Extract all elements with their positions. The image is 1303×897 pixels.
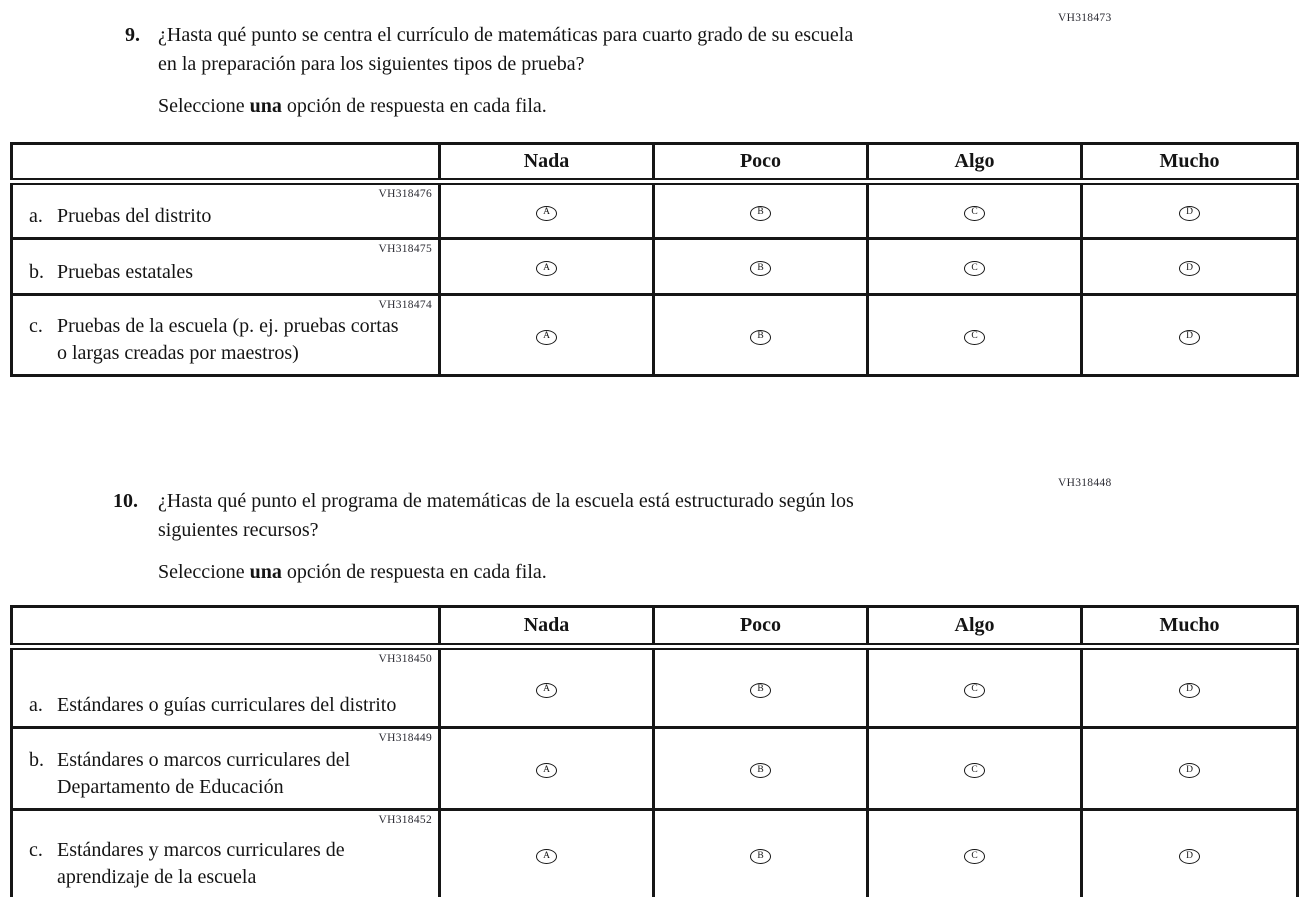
option-cell [440, 295, 654, 376]
corner-cell [12, 144, 440, 182]
option-bubble-d[interactable]: D [1179, 849, 1200, 864]
column-header-algo: Algo [868, 144, 1082, 182]
option-cell [654, 182, 868, 239]
row-letter: b. [29, 261, 44, 283]
table-row [12, 728, 1298, 810]
option-cell [1082, 810, 1298, 897]
row-label: Estándares o marcos curriculares del Departamento de Educación [57, 749, 351, 798]
instruction-bold-word: una [249, 561, 282, 583]
option-bubble-c[interactable]: C [964, 763, 985, 778]
row-header-cell [12, 647, 440, 728]
question-9-line-2: en la preparación para los siguientes tipos de prueba? [158, 53, 585, 75]
column-header-algo: Algo [868, 607, 1082, 647]
option-bubble-d[interactable]: D [1179, 206, 1200, 221]
option-cell [1082, 295, 1298, 376]
row-header-cell [12, 810, 440, 897]
table-row [12, 295, 1298, 376]
option-cell [654, 647, 868, 728]
row-header-cell [12, 728, 440, 810]
question-9-block [125, 21, 853, 119]
option-bubble-b[interactable]: B [750, 683, 771, 698]
question-10-block [113, 487, 854, 585]
question-9-text [158, 21, 853, 79]
option-bubble-d[interactable]: D [1179, 683, 1200, 698]
question-9-instruction [158, 93, 853, 119]
option-cell [654, 239, 868, 295]
option-bubble-d[interactable]: D [1179, 330, 1200, 345]
row-code: VH318474 [378, 299, 432, 311]
question-10-table [10, 605, 1299, 897]
option-cell [440, 647, 654, 728]
instruction-prefix: Seleccione [158, 561, 250, 583]
row-letter: c. [29, 315, 43, 337]
question-9-code: VH318473 [1058, 12, 1112, 24]
option-bubble-b[interactable]: B [750, 261, 771, 276]
option-bubble-c[interactable]: C [964, 849, 985, 864]
option-bubble-c[interactable]: C [964, 683, 985, 698]
option-cell [654, 810, 868, 897]
row-label: Pruebas del distrito [57, 205, 212, 227]
row-header-cell [12, 239, 440, 295]
row-label: Estándares o guías curriculares del distrito [57, 694, 397, 716]
question-10-code: VH318448 [1058, 477, 1112, 489]
row-code: VH318449 [378, 732, 432, 744]
option-cell [868, 728, 1082, 810]
option-cell [440, 810, 654, 897]
option-bubble-a[interactable]: A [536, 763, 557, 778]
option-cell [868, 239, 1082, 295]
question-9-line-1: ¿Hasta qué punto se centra el currículo de matemáticas para cuarto grado de su escuela [158, 24, 854, 46]
question-10-line-1: ¿Hasta qué punto el programa de matemáticas de la escuela está estructurado según los [158, 490, 854, 512]
row-letter: b. [29, 749, 44, 771]
row-label: Pruebas de la escuela (p. ej. pruebas cortas o largas creadas por maestros) [57, 315, 399, 364]
instruction-bold-word: una [249, 95, 282, 117]
option-cell [654, 728, 868, 810]
question-10-text [158, 487, 854, 545]
column-header-mucho: Mucho [1082, 607, 1298, 647]
option-bubble-a[interactable]: A [536, 206, 557, 221]
option-cell [440, 728, 654, 810]
option-bubble-a[interactable]: A [536, 330, 557, 345]
option-bubble-a[interactable]: A [536, 683, 557, 698]
row-code: VH318452 [378, 814, 432, 826]
option-cell [868, 182, 1082, 239]
table-row [12, 182, 1298, 239]
option-bubble-c[interactable]: C [964, 261, 985, 276]
row-label: Pruebas estatales [57, 261, 194, 283]
column-header-poco: Poco [654, 144, 868, 182]
row-label: Estándares y marcos curriculares de aprendizaje de la escuela [57, 839, 345, 888]
row-letter: c. [29, 839, 43, 861]
option-cell [868, 295, 1082, 376]
row-code: VH318475 [378, 243, 432, 255]
question-10-instruction [158, 559, 854, 585]
option-bubble-b[interactable]: B [750, 763, 771, 778]
row-header-cell [12, 295, 440, 376]
instruction-suffix: opción de respuesta en cada fila. [281, 561, 547, 583]
option-bubble-b[interactable]: B [750, 849, 771, 864]
option-bubble-c[interactable]: C [964, 330, 985, 345]
option-bubble-a[interactable]: A [536, 849, 557, 864]
option-cell [868, 810, 1082, 897]
option-bubble-b[interactable]: B [750, 206, 771, 221]
row-code: VH318476 [378, 188, 432, 200]
table-row [12, 647, 1298, 728]
row-code: VH318450 [378, 653, 432, 665]
table-row [12, 239, 1298, 295]
option-bubble-a[interactable]: A [536, 261, 557, 276]
corner-cell [12, 607, 440, 647]
option-bubble-c[interactable]: C [964, 206, 985, 221]
instruction-prefix: Seleccione [158, 95, 250, 117]
option-cell [1082, 182, 1298, 239]
table-header-row [12, 607, 1298, 647]
option-cell [1082, 239, 1298, 295]
row-letter: a. [29, 694, 43, 716]
column-header-nada: Nada [440, 144, 654, 182]
question-9-number: 9. [125, 24, 140, 46]
option-bubble-b[interactable]: B [750, 330, 771, 345]
column-header-poco: Poco [654, 607, 868, 647]
option-cell [1082, 728, 1298, 810]
table-header-row [12, 144, 1298, 182]
row-letter: a. [29, 205, 43, 227]
question-9-table [10, 142, 1299, 377]
question-10-line-2: siguientes recursos? [158, 519, 319, 541]
column-header-nada: Nada [440, 607, 654, 647]
option-bubble-d[interactable]: D [1179, 261, 1200, 276]
option-cell [654, 295, 868, 376]
question-10-number: 10. [113, 490, 138, 512]
table-row [12, 810, 1298, 897]
option-bubble-d[interactable]: D [1179, 763, 1200, 778]
column-header-mucho: Mucho [1082, 144, 1298, 182]
option-cell [868, 647, 1082, 728]
option-cell [440, 239, 654, 295]
option-cell [1082, 647, 1298, 728]
row-header-cell [12, 182, 440, 239]
option-cell [440, 182, 654, 239]
instruction-suffix: opción de respuesta en cada fila. [281, 95, 547, 117]
